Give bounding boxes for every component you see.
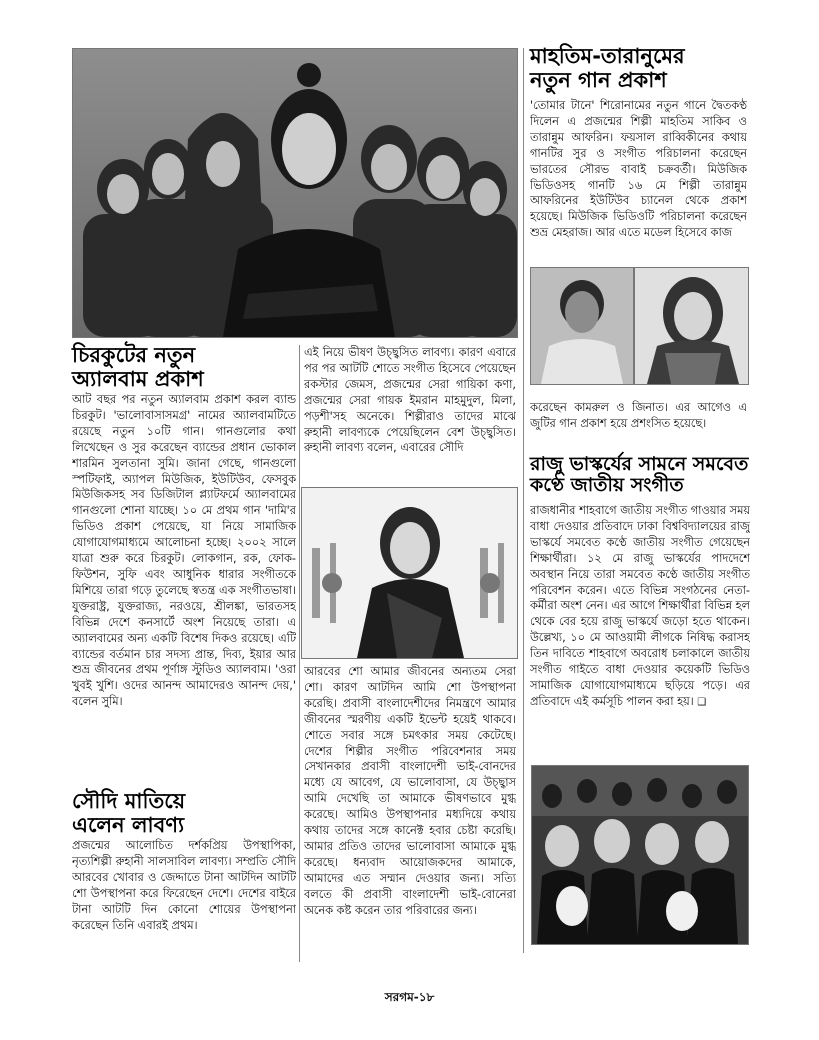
raju-headline-line1: রাজু ভাস্কর্যের সামনে সমবেত bbox=[530, 453, 749, 475]
column-rule-2 bbox=[523, 48, 524, 953]
raju-headline bbox=[530, 454, 755, 497]
saudi-headline-line2: এলেন লাবণ্য bbox=[72, 812, 185, 837]
raju-headline-line2: কণ্ঠে জাতীয় সংগীত bbox=[530, 474, 684, 497]
band-photo bbox=[72, 48, 518, 338]
chirkut-headline bbox=[72, 344, 297, 391]
saudi-body-mid-bottom bbox=[304, 664, 516, 962]
raju-students-photo bbox=[531, 765, 749, 945]
chirkut-headline-line2: অ্যালবাম প্রকাশ bbox=[72, 366, 204, 391]
raju-body bbox=[530, 503, 750, 755]
saudi-headline-line1: সৌদি মাতিয়ে bbox=[72, 789, 186, 813]
mahtim-headline bbox=[530, 45, 750, 92]
saudi-body-left-text: প্রজন্মের আলোচিত দর্শকপ্রিয় উপস্থাপিকা, নৃত্যশিল্পী রুহানী সালসাবিল লাবণ্য। সম্প্রতি সৌদি আরবের খোবার ও জেদ্দাতে টানা আটদিন আটটি শো উপস্থাপনা করে ফিরেছেন দেশে। দেশের বাইরে টানা আটটি দিন কোনো শোয়ের উপস্থাপনা করেছেন তিনি এবারই প্রথম। bbox=[72, 839, 296, 932]
page-number: সরগম-১৮ bbox=[384, 990, 435, 1004]
mahtim-body-top bbox=[530, 98, 747, 262]
saudi-headline bbox=[72, 790, 297, 837]
mahtim-body-bottom-text: করেছেন কামরুল ও জিনাত। এর আগেও এ জুটির গান প্রকাশ হয়ে প্রশংসিত হয়েছে। bbox=[530, 401, 747, 430]
saudi-body-mid-bottom-text: আরবের শো আমার জীবনের অন্যতম সেরা শো। কারণ আটদিন আমি শো উপস্থাপনা করেছি। প্রবাসী বাংলাদেশীদের নিমন্ত্রণে আমার জীবনের স্মরণীয় একটি ইভেন্ট হয়েই থাকবে। শোতে সবার সঙ্গে চমৎকার সময় কেটেছে। দেশের শিল্পীর সংগীত পরিবেশনার সময় সেখানকার প্রবাসী বাংলাদেশী ভাই-বোনদের মধ্যে যে আবেগ, যে ভালোবাসা, যে উচ্ছ্বাস আমি দেখেছি তা আমাকে ভীষণভাবে মুগ্ধ করেছে। আমিও উপস্থাপনার মধ্যদিয়ে কথায় কথায় তাদের সঙ্গে কানেক্ট হবার চেষ্টা করেছি। আমার প্রতিও তাদের ভালোবাসা আমাকে মুগ্ধ করেছে। ধন্যবাদ আয়োজকদের আমাকে, আমাদের এত সম্মান দেওয়ার জন্য। সত্যি বলতে কী প্রবাসী বাংলাদেশী ভাই-বোনেরা অনেক কষ্ট করেন তার পরিবারের জন্য। bbox=[304, 665, 516, 917]
mahtim-photo bbox=[530, 267, 634, 385]
chirkut-headline-line1: চিরকুটের নতুন bbox=[72, 343, 196, 367]
saudi-body-mid-top bbox=[304, 345, 516, 477]
tarannum-photo bbox=[634, 267, 749, 385]
lavanya-photo bbox=[301, 487, 518, 659]
end-mark-icon: ❑ bbox=[697, 696, 707, 708]
mahtim-body-top-text: 'তোমার টানে' শিরোনামের নতুন গানে দ্বৈতকণ্ঠ দিলেন এ প্রজন্মের শিল্পী মাহতিম সাকিব ও তারান্নুম আফরিন। ফয়সাল রাব্বিকীনের কথায় গানটির সুর ও সংগীত পরিচালনা করেছেন ভারতের সৌরভ বাবাই চক্রবর্তী। মিউজিক ভিডিওসহ গানটি ১৬ মে শিল্পী তারান্নুম আফরিনের ইউটিউব চ্যানেল থেকে প্রকাশ হয়েছে। মিউজিক ভিডিওটি পরিচালনা করেছেন শুভ্র মেহরাজ। আর এতে মডেল হিসেবে কাজ bbox=[530, 99, 747, 240]
mahtim-headline-line1: মাহতিম-তারানুমের bbox=[530, 44, 685, 68]
saudi-body-left bbox=[72, 838, 296, 978]
raju-body-text: রাজধানীর শাহবাগে জাতীয় সংগীত গাওয়ার সময় বাধা দেওয়ার প্রতিবাদে ঢাকা বিশ্ববিদ্যালয়ের রাজু ভাস্কর্যে সমবেত কণ্ঠে জাতীয় সংগীত গেয়েছেন শিক্ষার্থীরা। ১২ মে রাজু ভাস্কর্যের পাদদেশে অবস্থান নিয়ে তারা সমবেত কণ্ঠে জাতীয় সংগীত পরিবেশন করেন। এতে বিভিন্ন সংগঠনের নেতা-কর্মীরা অংশ নেন। এর আগে শিক্ষার্থীরা বিভিন্ন হল থেকে বের হয়ে রাজু ভাস্কর্যে জড়ো হতে থাকেন। উল্লেখ্য, ১০ মে আওয়ামী লীগকে নিষিদ্ধ করাসহ তিন দাবিতে শাহবাগে অবরোধ চলাকালে জাতীয় সংগীত গাইতে বাধা দেওয়ার কয়েকটি ভিডিও সামাজিক যোগাযোগমাধ্যমে ছড়িয়ে পড়ে। এর প্রতিবাদে এই কর্মসূচি পালন করা হয়। bbox=[530, 504, 750, 708]
chirkut-body bbox=[72, 392, 296, 784]
mahtim-headline-line2: নতুন গান প্রকাশ bbox=[530, 67, 667, 92]
chirkut-body-text: আট বছর পর নতুন অ্যালবাম প্রকাশ করল ব্যান্ড চিরকুট। 'ভালোবাসাসমগ্র' নামের অ্যালবামটিতে রয়েছে নতুন ১০টি গান। গানগুলোর কথা লিখেছেন ও সুর করেছেন ব্যান্ডের প্রধান ভোকাল শারমিন সুলতানা সুমি। জানা গেছে, গানগুলো স্পটিফাই, অ্যাপল মিউজিক, ইউটিউব, ফেসবুক মিউজিকসহ সব ডিজিটাল প্ল্যাটফর্মে অ্যালবামের গানগুলো শোনা যাচ্ছে। ১০ মে প্রথম গান 'দামি'র ভিডিও প্রকাশ পেয়েছে, যা নিয়ে সামাজিক যোগাযোগমাধ্যমে আলোচনা হচ্ছে। ২০০২ সালে যাত্রা শুরু করে চিরকুট। লোকগান, রক, ফোক-ফিউশন, সুফি এবং আধুনিক ধারার সংগীতকে মিশিয়ে তারা গড়ে তুলেছে স্বতন্ত্র এক সংগীতভাষা। যুক্তরাষ্ট্র, যুক্তরাজ্য, নরওয়ে, শ্রীলঙ্কা, ভারতসহ বিভিন্ন দেশে কনসার্টে অংশ নিয়েছে তারা। এ অ্যালবামের অন্য একটি বিশেষ দিকও রয়েছে। এটি ব্যান্ডের বর্তমান চার সদস্য প্রান্ত, দিব্য, ইয়ার আর শুভ্র জীবনের প্রথম পূর্ণাঙ্গ স্টুডিও অ্যালবাম। 'ওরা খুবই খুশি। ওদের আনন্দ আমাদেরও আনন্দ দেয়,' বলেন সুমি। bbox=[72, 393, 296, 709]
column-rule-1 bbox=[299, 345, 300, 962]
saudi-body-mid-top-text: এই নিয়ে ভীষণ উচ্ছ্বসিত লাবণ্য। কারণ এবারে পর পর আটটি শোতে সংগীত হিসেবে পেয়েছেন রকস্টার জেমস, প্রজন্মের সেরা গায়িকা কণা, প্রজন্মের সেরা গায়ক ইমরান মাহমুদুল, মিলা, পড়শী'সহ অনেকে। শিল্পীরাও তাদের মাঝে রুহানী লাবণ্যকে পেয়েছিলেন বেশ উচ্ছ্বসিত। রুহানী লাবণ্য বলেন, এবারের সৌদি bbox=[304, 346, 516, 455]
mahtim-body-bottom bbox=[530, 400, 747, 450]
